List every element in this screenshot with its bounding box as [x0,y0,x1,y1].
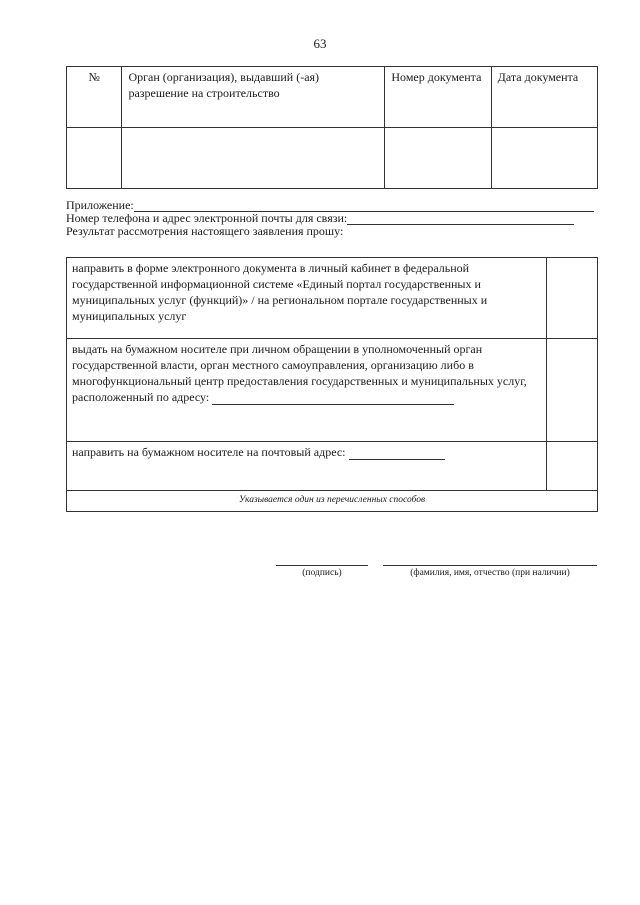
option-electronic-checkbox[interactable] [547,258,598,339]
signature-caption: (подпись) [302,568,342,578]
page-number: 63 [313,36,327,51]
full-name-caption: (фамилия, имя, отчество (при наличии) [410,568,570,578]
methods-note-row [67,491,598,512]
option-in-person-text: выдать на бумажном носителе при личном обращении в уполномоченный орган государственной власти, орган местного самоуправления, организацию либо в многофункциональный центр предоставления государственных и муниципальных услуг, расположенный по адресу: [72,342,527,404]
option-postal-cell [67,442,547,491]
permits-table [66,66,598,189]
signature-line[interactable] [276,565,368,566]
postal-address-field[interactable] [349,447,445,460]
attachment-label: Приложение: [66,198,134,212]
cell-number[interactable] [67,128,122,189]
header-document-number: Номер документа [385,67,491,128]
cell-document-date[interactable] [491,128,597,189]
result-line [66,225,596,238]
address-field[interactable] [212,392,454,405]
contact-field[interactable] [347,213,574,225]
option-in-person-cell [67,339,547,442]
full-name-line[interactable] [383,565,597,566]
result-label: Результат рассмотрения настоящего заявления прошу: [66,224,344,238]
header-number: № [67,67,122,128]
header-document-date: Дата документа [491,67,597,128]
cell-document-number[interactable] [385,128,491,189]
option-electronic-text: направить в форме электронного документа в личный кабинет в федеральной государственной информационной системе «Единый портал государственных и муниципальных услуг (функций)» / на региональном портале государственных и муниципальных услуг [67,258,547,339]
option-postal-text: направить на бумажном носителе на почтовый адрес: [72,445,346,459]
delivery-option-postal [67,442,598,491]
delivery-methods-table [66,257,598,512]
cell-issuing-authority[interactable] [122,128,385,189]
delivery-option-electronic [67,258,598,339]
table-row [67,128,598,189]
table-header-row [67,67,598,128]
methods-note: Указывается один из перечисленных способов [67,491,598,512]
delivery-option-in-person [67,339,598,442]
contact-label: Номер телефона и адрес электронной почты для связи: [66,211,348,225]
header-issuing-authority: Орган (организация), выдавший (-ая) разрешение на строительство [122,67,385,128]
option-postal-checkbox[interactable] [547,442,598,491]
option-in-person-checkbox[interactable] [547,339,598,442]
